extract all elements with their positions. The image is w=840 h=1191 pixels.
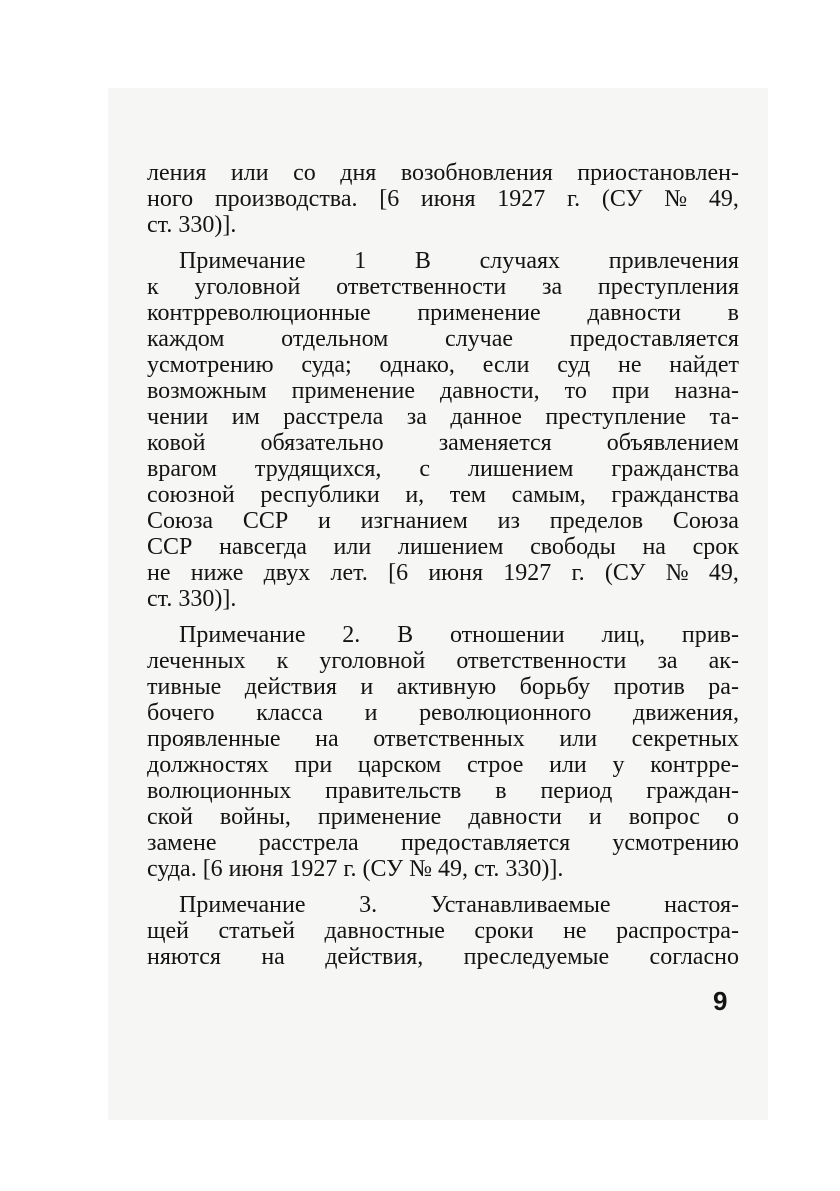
word: настоя- [664, 892, 739, 918]
text-line: суда. [6 июня 1927 г. (СУ № 49, ст. 330)]. [147, 856, 564, 882]
paragraph-note-2 [147, 622, 739, 882]
word: усмотрению [147, 352, 274, 378]
text-line: ст. 330)]. [147, 586, 237, 612]
text-line [147, 186, 739, 212]
word: ковой [147, 430, 206, 456]
word: лишением [397, 534, 504, 560]
word: давности [587, 300, 681, 326]
word: движения, [632, 700, 739, 726]
word: действия [244, 674, 337, 700]
word: давности [468, 804, 562, 830]
word: та- [709, 404, 739, 430]
word: найдет [669, 352, 739, 378]
word: (СУ [604, 560, 646, 586]
word: союзной [147, 482, 235, 508]
paragraph-gap [147, 882, 739, 892]
word: июня [420, 186, 476, 212]
word: № [665, 560, 689, 586]
text-line [147, 622, 739, 648]
text-line [147, 726, 739, 752]
text-line: ст. 330)]. [147, 212, 237, 238]
text-line [147, 160, 739, 186]
word: навсегда [219, 534, 307, 560]
word: контрре- [650, 752, 739, 778]
word: давностные [324, 918, 445, 944]
word: чении [147, 404, 209, 430]
word: применение [317, 804, 442, 830]
word: ак- [708, 648, 739, 674]
word: 1927 [497, 186, 546, 212]
word: (СУ [601, 186, 643, 212]
word: или [230, 160, 269, 186]
word: действия, [325, 944, 424, 970]
word: правительств [325, 778, 462, 804]
word: тивные [147, 674, 222, 700]
word: предоставляется [569, 326, 739, 352]
word: класса [256, 700, 323, 726]
word: у [612, 752, 625, 778]
word: гражданства [611, 456, 739, 482]
text-line [147, 648, 739, 674]
text-line [147, 248, 739, 274]
word: возможным [147, 378, 267, 404]
word: 3. [359, 892, 378, 918]
word: суд [557, 352, 591, 378]
text-line [147, 534, 739, 560]
word: Примечание [179, 248, 306, 274]
word: строе [466, 752, 524, 778]
word: борьбу [519, 674, 591, 700]
word: из [497, 508, 520, 534]
word: прив- [681, 622, 739, 648]
word: статьей [218, 918, 295, 944]
word: назна- [674, 378, 739, 404]
body-text [147, 160, 739, 970]
word: 2. [342, 622, 361, 648]
word: царском [357, 752, 442, 778]
paragraph-continuation [147, 160, 739, 238]
word: г. [567, 186, 581, 212]
word: лет. [330, 560, 368, 586]
word: на [642, 534, 666, 560]
text-line [147, 944, 739, 970]
word: преступления [597, 274, 739, 300]
word: леченных [147, 648, 246, 674]
word: случаях [479, 248, 561, 274]
word: свободы [530, 534, 616, 560]
word: в [495, 778, 507, 804]
word: усмотрению [612, 830, 739, 856]
word: уголовной [194, 274, 301, 300]
word: г. [571, 560, 585, 586]
word: заменяется [438, 430, 552, 456]
word: не [618, 352, 642, 378]
word: [6 [379, 186, 400, 212]
word: пределов [549, 508, 644, 534]
word: против [613, 674, 685, 700]
word: бочего [147, 700, 215, 726]
word: к [147, 274, 159, 300]
text-line [147, 830, 739, 856]
word: дня [340, 160, 377, 186]
word: республики [260, 482, 380, 508]
paragraph-gap [147, 612, 739, 622]
word: гражданства [611, 482, 739, 508]
word: Примечание [179, 622, 306, 648]
word: с [419, 456, 431, 482]
word: ления [147, 160, 207, 186]
paragraph-note-3 [147, 892, 739, 970]
word: двух [263, 560, 311, 586]
word: 1 [354, 248, 367, 274]
word: применение [417, 300, 541, 326]
word: ного [147, 186, 194, 212]
word: и [588, 804, 602, 830]
word: то [564, 378, 587, 404]
word: в [727, 300, 739, 326]
word: ра- [708, 674, 739, 700]
text-line [147, 700, 739, 726]
word: должностях [147, 752, 269, 778]
text-line [147, 508, 739, 534]
page-number: 9 [713, 986, 728, 1016]
text-line [147, 892, 739, 918]
text-line [147, 674, 739, 700]
word: обязательно [260, 430, 384, 456]
text-line [147, 430, 739, 456]
word: применение [291, 378, 416, 404]
word: отдельном [281, 326, 389, 352]
word: няются [147, 944, 221, 970]
word: контрреволюционные [147, 300, 371, 326]
word: граждан- [646, 778, 739, 804]
text-line [147, 378, 739, 404]
word: ССР [147, 534, 193, 560]
word: уголовной [319, 648, 426, 674]
word: 49, [708, 560, 739, 586]
word: отношении [449, 622, 565, 648]
word: каждом [147, 326, 225, 352]
word: при [611, 378, 650, 404]
word: если [482, 352, 530, 378]
text-line [147, 404, 739, 430]
word: 1927 [503, 560, 552, 586]
text-line [147, 560, 739, 586]
word: приостановлен- [577, 160, 739, 186]
word: за [541, 274, 563, 300]
word: объявлением [606, 430, 739, 456]
word: согласно [649, 944, 739, 970]
word: лишением [467, 456, 574, 482]
word: на [315, 726, 339, 752]
word: лиц, [601, 622, 646, 648]
word: преступление [545, 404, 687, 430]
word: активную [396, 674, 497, 700]
word: за [406, 404, 427, 430]
word: и [318, 508, 331, 534]
word: привлечения [608, 248, 739, 274]
word: расстрела [283, 404, 384, 430]
word: предоставляется [400, 830, 571, 856]
word: сроки [474, 918, 534, 944]
word: Союза [147, 508, 214, 534]
word: В [397, 622, 414, 648]
word: на [261, 944, 285, 970]
word: случае [445, 326, 514, 352]
word: В [414, 248, 431, 274]
word: распростра- [616, 918, 739, 944]
word: ССР [242, 508, 289, 534]
word: изгнанием [360, 508, 468, 534]
word: не [147, 560, 171, 586]
word: 49, [708, 186, 739, 212]
text-line [147, 918, 739, 944]
word: возобновления [400, 160, 553, 186]
word: июня [428, 560, 483, 586]
word: вопрос [628, 804, 700, 830]
word: не [563, 918, 587, 944]
word: Устанавливаемые [430, 892, 611, 918]
word: и [360, 674, 374, 700]
word: или [559, 726, 598, 752]
paragraph-note-1 [147, 248, 739, 612]
text-line [147, 456, 739, 482]
word: суда; [301, 352, 352, 378]
word: ответственных [373, 726, 525, 752]
word: ответственности [456, 648, 627, 674]
word: замене [147, 830, 217, 856]
word: к [276, 648, 289, 674]
word: и, [405, 482, 425, 508]
word: революционного [419, 700, 592, 726]
text-line [147, 300, 739, 326]
word: период [540, 778, 613, 804]
word: проявленные [147, 726, 281, 752]
word: данное [450, 404, 522, 430]
word: и [364, 700, 378, 726]
word: секретных [631, 726, 739, 752]
text-line [147, 326, 739, 352]
word: преследуемые [463, 944, 610, 970]
word: срок [692, 534, 739, 560]
word: № [664, 186, 688, 212]
paragraph-gap [147, 238, 739, 248]
text-line [147, 482, 739, 508]
word: войны, [219, 804, 291, 830]
word: или [549, 752, 587, 778]
word: однако, [379, 352, 455, 378]
text-line [147, 274, 739, 300]
word: врагом [147, 456, 217, 482]
text-line [147, 752, 739, 778]
word: со [293, 160, 316, 186]
text-line [147, 352, 739, 378]
word: расстрела [258, 830, 359, 856]
word: ниже [190, 560, 244, 586]
word: за [657, 648, 678, 674]
word: тем [449, 482, 487, 508]
word: ской [147, 804, 193, 830]
word: Примечание [179, 892, 306, 918]
word: [6 [388, 560, 409, 586]
word: Союза [672, 508, 739, 534]
text-line [147, 804, 739, 830]
word: самым, [511, 482, 586, 508]
word: волюционных [147, 778, 292, 804]
word: щей [147, 918, 189, 944]
word: о [726, 804, 739, 830]
word: им [231, 404, 260, 430]
word: трудящихся, [254, 456, 382, 482]
word: или [333, 534, 372, 560]
word: ответственности [336, 274, 507, 300]
word: при [294, 752, 333, 778]
word: давности, [440, 378, 540, 404]
word: производства. [214, 186, 358, 212]
text-line [147, 778, 739, 804]
